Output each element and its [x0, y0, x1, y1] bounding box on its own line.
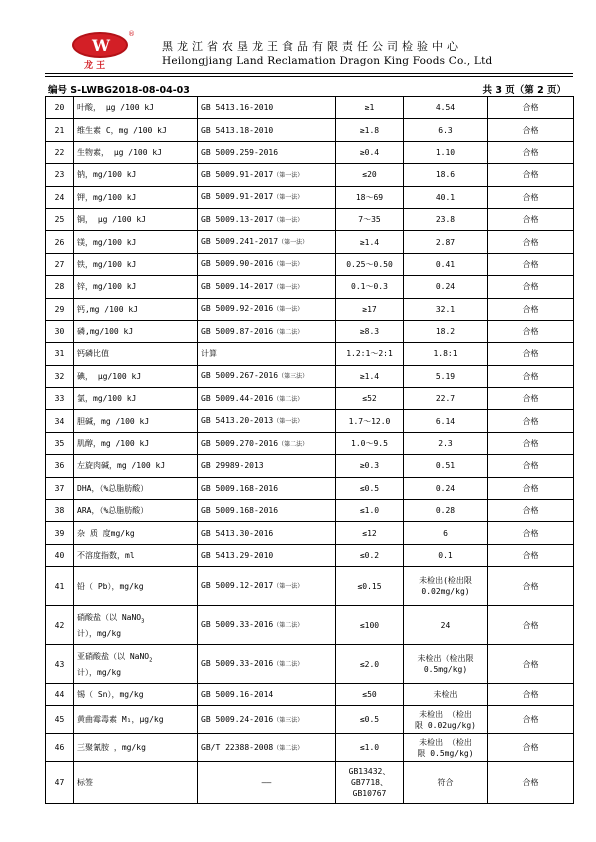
method-code: GB 5413.18-2010 — [201, 125, 274, 135]
method-code: GB 29989-2013 — [201, 461, 264, 471]
logo-emblem-icon — [72, 32, 128, 58]
test-item: DHA，（%总脂肪酸） — [74, 477, 198, 499]
standard-value: ≥1.4 — [336, 365, 404, 387]
conclusion: 合格 — [488, 141, 574, 163]
test-item: 叶酸， μg /100 kJ — [74, 97, 198, 119]
row-number: 33 — [46, 388, 74, 410]
test-method — [198, 706, 336, 734]
test-method — [198, 298, 336, 320]
table-row — [46, 706, 574, 734]
row-number: 45 — [46, 706, 74, 734]
test-method — [198, 276, 336, 298]
standard-value: ≤52 — [336, 388, 404, 410]
test-item: 锌，mg/100 kJ — [74, 276, 198, 298]
row-number: 34 — [46, 410, 74, 432]
logo-letter: W — [92, 36, 108, 55]
method-code: GB 5009.267-2016 — [201, 371, 279, 381]
method-code: GB 5009.33-2016 — [201, 659, 274, 669]
result-value: 0.28 — [404, 500, 488, 522]
table-row — [46, 365, 574, 387]
test-item: 铁，mg/100 kJ — [74, 253, 198, 275]
result-value: 6.3 — [404, 119, 488, 141]
item-subscript: 2 — [149, 657, 153, 664]
method-code: GB 5009.270-2016 — [201, 438, 279, 448]
result-value: 2.87 — [404, 231, 488, 253]
result-value: 24 — [404, 606, 488, 645]
conclusion: 合格 — [488, 684, 574, 706]
result-value: 1.8:1 — [404, 343, 488, 365]
standard-value: ≤0.5 — [336, 706, 404, 734]
result-line: 未检出（检出限 — [417, 654, 474, 664]
conclusion: 合格 — [488, 544, 574, 566]
conclusion: 合格 — [488, 500, 574, 522]
conclusion: 合格 — [488, 298, 574, 320]
row-number: 24 — [46, 186, 74, 208]
table-row — [46, 410, 574, 432]
row-number: 21 — [46, 119, 74, 141]
test-item: 杂 质 度mg/kg — [74, 522, 198, 544]
method-note: （第三法） — [278, 373, 309, 381]
document-header — [70, 28, 570, 78]
result-line: 未检出(检出限 — [419, 576, 472, 586]
conclusion: 合格 — [488, 231, 574, 253]
standard-line: GB7718、 — [351, 778, 388, 788]
test-method — [198, 410, 336, 432]
table-row — [46, 645, 574, 684]
method-note: （第一法） — [273, 418, 304, 426]
table-row — [46, 477, 574, 499]
header-rule-thick — [45, 73, 573, 74]
test-method — [198, 388, 336, 410]
conclusion: 合格 — [488, 343, 574, 365]
table-row — [46, 388, 574, 410]
result-value: 0.1 — [404, 544, 488, 566]
test-method: —— — [198, 762, 336, 804]
header-rule-thin — [45, 76, 573, 77]
standard-value: 0.25～0.50 — [336, 253, 404, 275]
row-number: 41 — [46, 567, 74, 606]
standard-value: ≥0.4 — [336, 141, 404, 163]
table-row — [46, 432, 574, 454]
item-subscript: 3 — [141, 618, 145, 625]
result-value: 0.24 — [404, 477, 488, 499]
method-note: （第二法） — [278, 440, 309, 448]
standard-value: ≤1.0 — [336, 734, 404, 762]
result-value: 18.2 — [404, 320, 488, 342]
test-method — [198, 208, 336, 230]
report-number: 编号 S-LWBG2018-08-04-03 — [48, 85, 190, 96]
standard-value: ≥1 — [336, 97, 404, 119]
test-method — [198, 320, 336, 342]
conclusion: 合格 — [488, 388, 574, 410]
table-row — [46, 186, 574, 208]
result-value: 18.6 — [404, 164, 488, 186]
test-item: 磷,mg/100 kJ — [74, 320, 198, 342]
conclusion: 合格 — [488, 762, 574, 804]
test-method — [198, 477, 336, 499]
test-method — [198, 141, 336, 163]
conclusion: 合格 — [488, 455, 574, 477]
item-text: 硝酸盐（以 NaNO — [77, 612, 142, 622]
conclusion: 合格 — [488, 706, 574, 734]
result-value — [404, 567, 488, 606]
row-number: 22 — [46, 141, 74, 163]
standard-value: ≥1.4 — [336, 231, 404, 253]
registered-mark: ® — [128, 30, 135, 38]
row-number: 32 — [46, 365, 74, 387]
conclusion: 合格 — [488, 432, 574, 454]
standard-line: GB13432、 — [348, 767, 391, 777]
table-row — [46, 119, 574, 141]
test-item: 锡（ Sn），mg/kg — [74, 684, 198, 706]
test-item: 镁，mg/100 kJ — [74, 231, 198, 253]
row-number: 43 — [46, 645, 74, 684]
test-item: 维生素 C，mg /100 kJ — [74, 119, 198, 141]
table-row — [46, 97, 574, 119]
standard-value: 7～35 — [336, 208, 404, 230]
item-text: 计），mg/kg — [77, 628, 122, 638]
conclusion: 合格 — [488, 97, 574, 119]
test-item — [74, 606, 198, 645]
method-note: （第一法） — [273, 194, 304, 202]
method-note: （第二法） — [273, 661, 304, 669]
conclusion: 合格 — [488, 477, 574, 499]
test-method — [198, 164, 336, 186]
method-note: （第二法） — [273, 395, 304, 403]
result-line: 限 0.02ug/kg) — [415, 720, 476, 730]
test-item: 不溶度指数，ml — [74, 544, 198, 566]
method-note: （第二法） — [273, 622, 304, 630]
standard-value: ≥0.3 — [336, 455, 404, 477]
result-value — [404, 645, 488, 684]
method-code: GB 5009.91-2017 — [201, 169, 274, 179]
table-row — [46, 522, 574, 544]
conclusion: 合格 — [488, 606, 574, 645]
result-value: 32.1 — [404, 298, 488, 320]
method-code: GB 5413.16-2010 — [201, 103, 274, 113]
logo-caption: 龙 王 — [84, 61, 106, 71]
test-method — [198, 343, 336, 365]
table-row — [46, 231, 574, 253]
result-value — [404, 734, 488, 762]
table-row — [46, 164, 574, 186]
test-item: 铜， μg /100 kJ — [74, 208, 198, 230]
test-item: 生物素， μg /100 kJ — [74, 141, 198, 163]
result-value: 符合 — [404, 762, 488, 804]
method-note: （第三法） — [273, 716, 304, 724]
conclusion: 合格 — [488, 186, 574, 208]
conclusion: 合格 — [488, 522, 574, 544]
table-row — [46, 455, 574, 477]
page-indicator: 共 3 页（第 2 页） — [482, 85, 566, 96]
standard-value: ≥17 — [336, 298, 404, 320]
test-method — [198, 432, 336, 454]
row-number: 39 — [46, 522, 74, 544]
conclusion: 合格 — [488, 276, 574, 298]
method-note: （第一法） — [278, 239, 309, 247]
result-line: 限 0.5mg/kg) — [417, 748, 474, 758]
method-code: GB/T 22388-2008 — [201, 742, 274, 752]
result-value: 1.10 — [404, 141, 488, 163]
method-note: （第二法） — [273, 744, 304, 752]
row-number: 38 — [46, 500, 74, 522]
test-item: 三聚氰胺 ，mg/kg — [74, 734, 198, 762]
test-item: 肌醇，mg /100 kJ — [74, 432, 198, 454]
method-code: GB 5009.13-2017 — [201, 214, 274, 224]
row-number: 26 — [46, 231, 74, 253]
table-row — [46, 734, 574, 762]
result-value: 4.54 — [404, 97, 488, 119]
test-method — [198, 455, 336, 477]
test-method — [198, 522, 336, 544]
method-code: GB 5009.16-2014 — [201, 690, 274, 700]
standard-value: ≤2.0 — [336, 645, 404, 684]
test-method — [198, 119, 336, 141]
table-row — [46, 276, 574, 298]
result-value: 23.8 — [404, 208, 488, 230]
standard-value: 1.0～9.5 — [336, 432, 404, 454]
method-code: 计算 — [201, 349, 217, 359]
method-code: GB 5009.92-2016 — [201, 304, 274, 314]
test-item: 钾，mg/100 kJ — [74, 186, 198, 208]
conclusion: 合格 — [488, 320, 574, 342]
standard-value: ≤20 — [336, 164, 404, 186]
results-body — [46, 97, 574, 804]
method-code: GB 5009.259-2016 — [201, 147, 279, 157]
result-value: 0.24 — [404, 276, 488, 298]
row-number: 36 — [46, 455, 74, 477]
result-line: 0.5mg/kg) — [423, 665, 468, 675]
standard-value: 1.2:1～2:1 — [336, 343, 404, 365]
test-method — [198, 231, 336, 253]
method-code: GB 5413.30-2016 — [201, 528, 274, 538]
test-method — [198, 606, 336, 645]
method-code: GB 5009.44-2016 — [201, 393, 274, 403]
standard-value: ≤1.0 — [336, 500, 404, 522]
item-text: 亚硝酸盐（以 NaNO — [77, 651, 150, 661]
method-note: （第一法） — [273, 306, 304, 314]
result-value: 6.14 — [404, 410, 488, 432]
table-row — [46, 684, 574, 706]
test-method — [198, 253, 336, 275]
conclusion: 合格 — [488, 253, 574, 275]
row-number: 44 — [46, 684, 74, 706]
test-method — [198, 97, 336, 119]
company-name-english: Heilongjiang Land Reclamation Dragon King Foods Co., Ltd — [162, 55, 493, 67]
row-number: 40 — [46, 544, 74, 566]
test-results-table — [45, 96, 574, 804]
method-code: GB 5413.20-2013 — [201, 416, 274, 426]
table-row — [46, 762, 574, 804]
table-row — [46, 567, 574, 606]
result-value: 2.3 — [404, 432, 488, 454]
test-method — [198, 734, 336, 762]
result-value: 未检出 — [404, 684, 488, 706]
method-code: GB 5009.12-2017 — [201, 581, 274, 591]
result-line: 0.02mg/kg) — [421, 587, 470, 597]
test-method — [198, 684, 336, 706]
table-row — [46, 606, 574, 645]
conclusion: 合格 — [488, 410, 574, 432]
conclusion: 合格 — [488, 365, 574, 387]
test-method — [198, 544, 336, 566]
test-item: 钙,mg /100 kJ — [74, 298, 198, 320]
method-note: （第一法） — [273, 283, 304, 291]
method-note: （第一法） — [273, 583, 304, 591]
standard-value: 18～69 — [336, 186, 404, 208]
table-row — [46, 298, 574, 320]
method-note: （第一法） — [273, 216, 304, 224]
method-code: GB 5413.29-2010 — [201, 551, 274, 560]
test-item: 左旋肉碱，mg /100 kJ — [74, 455, 198, 477]
item-text: 计），mg/kg — [77, 667, 122, 677]
company-logo — [70, 30, 138, 70]
row-number: 27 — [46, 253, 74, 275]
result-value: 22.7 — [404, 388, 488, 410]
table-row — [46, 544, 574, 566]
table-row — [46, 141, 574, 163]
standard-value — [336, 762, 404, 804]
test-item: 标签 — [74, 762, 198, 804]
conclusion: 合格 — [488, 734, 574, 762]
test-item: 钙磷比值 — [74, 343, 198, 365]
method-code: GB 5009.91-2017 — [201, 192, 274, 202]
method-code: GB 5009.14-2017 — [201, 281, 274, 291]
result-value: 6 — [404, 522, 488, 544]
standard-value: ≤0.15 — [336, 567, 404, 606]
test-item — [74, 645, 198, 684]
standard-value: ≤0.2 — [336, 544, 404, 566]
test-method — [198, 500, 336, 522]
method-code: GB 5009.241-2017 — [201, 237, 279, 247]
method-code: GB 5009.33-2016 — [201, 620, 274, 630]
result-line: 未检出 （检出 — [419, 709, 472, 719]
standard-line: GB10767 — [352, 789, 387, 799]
table-row — [46, 343, 574, 365]
company-name-chinese: 黑龙江省农垦龙王食品有限责任公司检验中心 — [162, 40, 462, 53]
result-value: 0.41 — [404, 253, 488, 275]
conclusion: 合格 — [488, 208, 574, 230]
row-number: 47 — [46, 762, 74, 804]
test-item: 铅（ Pb），mg/kg — [74, 567, 198, 606]
test-method — [198, 645, 336, 684]
result-value: 0.51 — [404, 455, 488, 477]
method-code: GB 5009.168-2016 — [201, 483, 279, 493]
row-number: 42 — [46, 606, 74, 645]
row-number: 28 — [46, 276, 74, 298]
method-note: （第二法） — [273, 328, 304, 336]
table-row — [46, 253, 574, 275]
method-code: GB 5009.24-2016 — [201, 714, 274, 724]
standard-value: 1.7～12.0 — [336, 410, 404, 432]
test-item: 钠，mg/100 kJ — [74, 164, 198, 186]
table-row — [46, 500, 574, 522]
conclusion: 合格 — [488, 164, 574, 186]
result-value: 5.19 — [404, 365, 488, 387]
test-item: ARA，（%总脂肪酸） — [74, 500, 198, 522]
method-code: GB 5009.90-2016 — [201, 259, 274, 269]
method-code: GB 5009.87-2016 — [201, 326, 274, 336]
row-number: 31 — [46, 343, 74, 365]
row-number: 20 — [46, 97, 74, 119]
standard-value: ≤0.5 — [336, 477, 404, 499]
method-note: （第一法） — [273, 171, 304, 179]
result-value: 40.1 — [404, 186, 488, 208]
test-method — [198, 365, 336, 387]
test-method — [198, 567, 336, 606]
row-number: 29 — [46, 298, 74, 320]
table-row — [46, 208, 574, 230]
conclusion: 合格 — [488, 119, 574, 141]
method-note: （第一法） — [273, 261, 304, 269]
row-number: 37 — [46, 477, 74, 499]
row-number: 46 — [46, 734, 74, 762]
row-number: 23 — [46, 164, 74, 186]
row-number: 30 — [46, 320, 74, 342]
test-item: 碘， μg/100 kJ — [74, 365, 198, 387]
result-value — [404, 706, 488, 734]
standard-value: ≤100 — [336, 606, 404, 645]
test-item: 胆碱，mg /100 kJ — [74, 410, 198, 432]
method-code: GB 5009.168-2016 — [201, 506, 279, 516]
test-method — [198, 186, 336, 208]
conclusion: 合格 — [488, 567, 574, 606]
standard-value: ≥8.3 — [336, 320, 404, 342]
table-row — [46, 320, 574, 342]
row-number: 35 — [46, 432, 74, 454]
standard-value: ≤50 — [336, 684, 404, 706]
conclusion: 合格 — [488, 645, 574, 684]
test-item: 黄曲霉毒素 M₁，μg/kg — [74, 706, 198, 734]
standard-value: ≤12 — [336, 522, 404, 544]
row-number: 25 — [46, 208, 74, 230]
standard-value: 0.1～0.3 — [336, 276, 404, 298]
test-item: 氯，mg/100 kJ — [74, 388, 198, 410]
standard-value: ≥1.8 — [336, 119, 404, 141]
result-line: 未检出 （检出 — [419, 737, 472, 747]
